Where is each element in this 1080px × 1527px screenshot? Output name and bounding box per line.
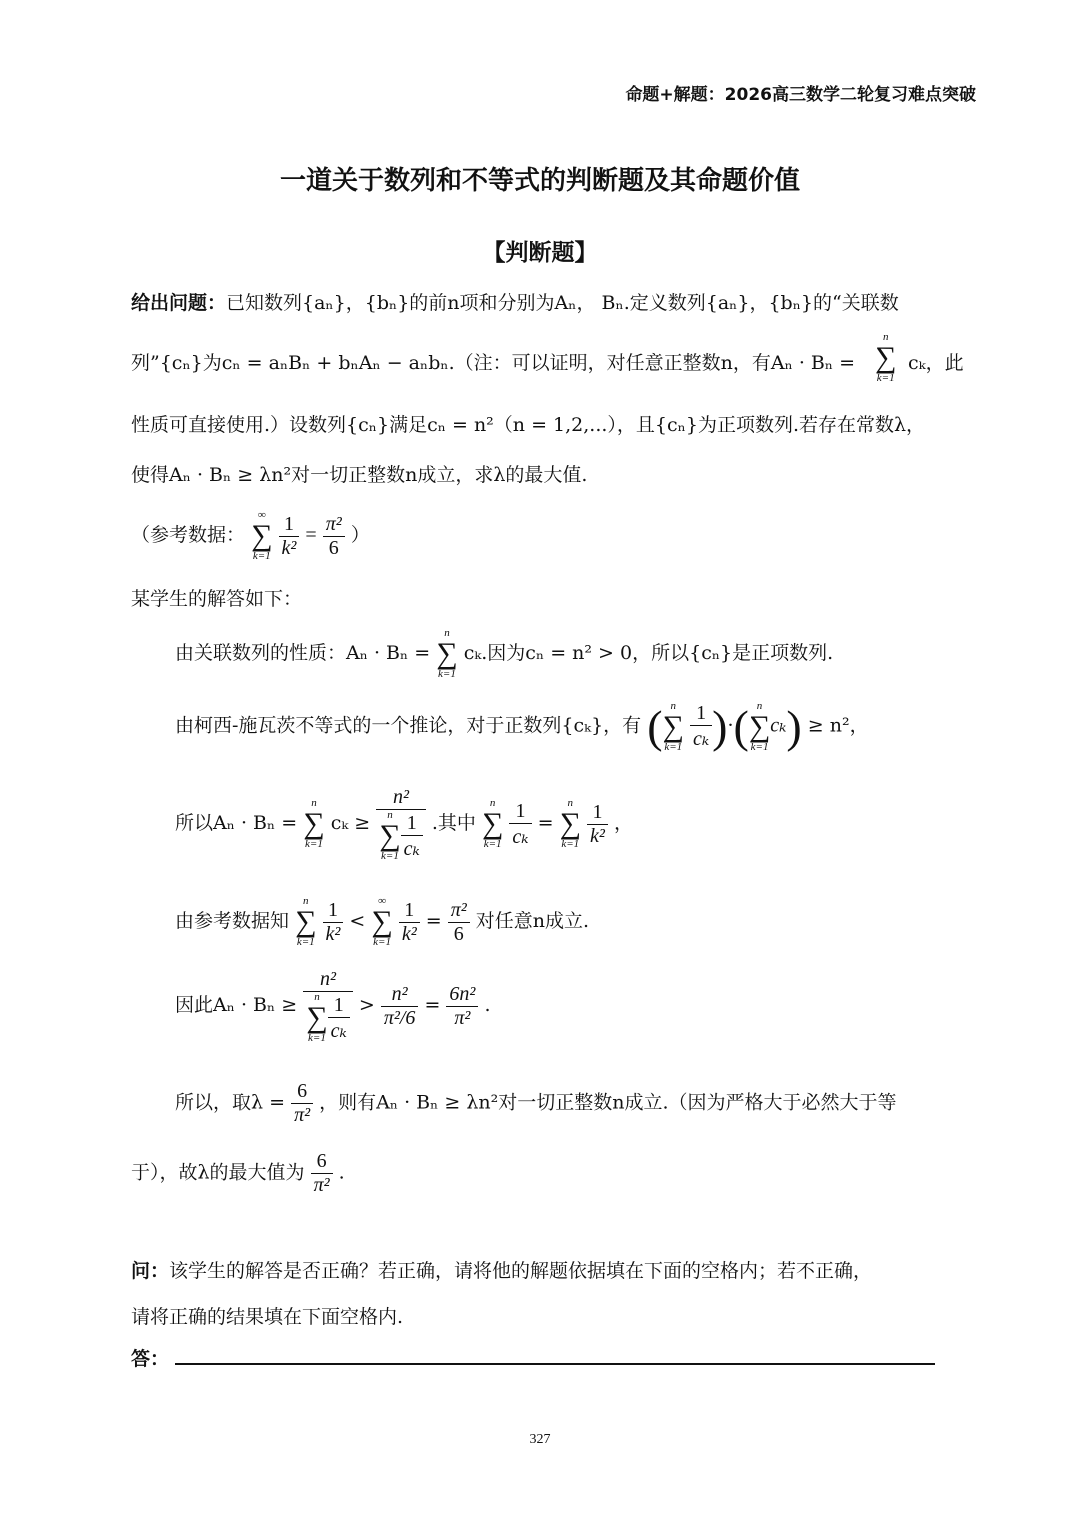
- reference-data: （参考数据： ∞ ∑ k=1 $\frac{1}{\text{k²}}$ = $\frac{\text{π²}}{6}$ ）: [131, 509, 370, 562]
- step-5: 因此Aₙ · Bₙ ≥ n² n ∑ k=1 $\frac{1}{\text{cₖ}}$ > $\frac{\text{n²}}{\text{π²/6}}$ = $\frac{\text{6n²}}{\text{π²}}$ .: [175, 968, 491, 1044]
- step-2: 由柯西-施瓦茨不等式的一个推论，对于正数列{cₖ}，有 ( n ∑ k=1 $\frac{1}{\text{cₖ}}$ )·( n ∑ k=1 cₖ) ≥ n²，: [175, 699, 869, 753]
- step-1: 由关联数列的性质：Aₙ · Bₙ = n ∑ k=1 cₖ.因为cₙ = n² > 0，所以{cₙ}是正项数列.: [175, 627, 834, 680]
- page-number: 327: [529, 1432, 551, 1447]
- step-4: 由参考数据知 n ∑ k=1 $\frac{1}{\text{k²}}$ < ∞ ∑ k=1 $\frac{1}{\text{k²}}$ = $\frac{\text{π²}}{6}$ 对任意n成立.: [175, 895, 590, 948]
- question-label: 问：: [131, 1260, 170, 1282]
- problem-line-3: 性质可直接使用.）设数列{cₙ}满足cₙ = n²（n = 1,2,...），且{cₙ}为正项数列.若存在常数λ，: [131, 414, 926, 436]
- answer-blank-line[interactable]: [175, 1363, 935, 1365]
- question-line-2: 请将正确的结果填在下面空格内.: [131, 1306, 404, 1328]
- problem-line-2: [131, 348, 855, 375]
- sum-k1-n-problem: n ∑ k=1: [875, 331, 897, 384]
- problem-text-2b: cₖ，此: [908, 352, 964, 374]
- problem-text-2a: 列”{cₙ}为cₙ = aₙBₙ + bₙAₙ − aₙbₙ.（注：可以证明，对任意正整数n，有Aₙ · Bₙ =: [131, 352, 856, 374]
- page-title: 一道关于数列和不等式的判断题及其命题价值: [279, 166, 800, 196]
- student-intro: 某学生的解答如下：: [131, 588, 303, 610]
- answer-label: 答：: [131, 1348, 170, 1370]
- question-line-1: 问：该学生的解答是否正确？若正确，请将他的解题依据填在下面的空格内；若不正确，: [131, 1260, 873, 1282]
- running-header: 命题+解题：2026高三数学二轮复习难点突破: [625, 85, 976, 105]
- step-6: 所以，取λ = $\frac{6}{\text{π²}}$ ，则有Aₙ · Bₙ ≥ λn²对一切正整数n成立.（因为严格大于必然大于等: [175, 1080, 897, 1126]
- problem-line-4: 使得Aₙ · Bₙ ≥ λn²对一切正整数n成立，求λ的最大值.: [131, 464, 588, 486]
- problem-line-1: [131, 288, 899, 315]
- step-7: 于），故λ的最大值为 $\frac{6}{\text{π²}}$ .: [131, 1150, 345, 1196]
- problem-text-1: 已知数列{aₙ}，{bₙ}的前n项和分别为Aₙ， Bₙ.定义数列{aₙ}，{bₙ}的“关联数: [226, 292, 899, 314]
- step-3: 所以Aₙ · Bₙ = n ∑ k=1 cₖ ≥ n² n ∑ k=1 $\frac{1}{\text{cₖ}}$ .其中 n ∑ k=1 $\frac{1}{\text{cₖ}}$ = n ∑ k=1 $\frac{1}{\text{k²}}$ ，: [175, 786, 633, 862]
- problem-label: 给出问题：: [131, 292, 227, 314]
- section-heading: 【判断题】: [482, 240, 598, 266]
